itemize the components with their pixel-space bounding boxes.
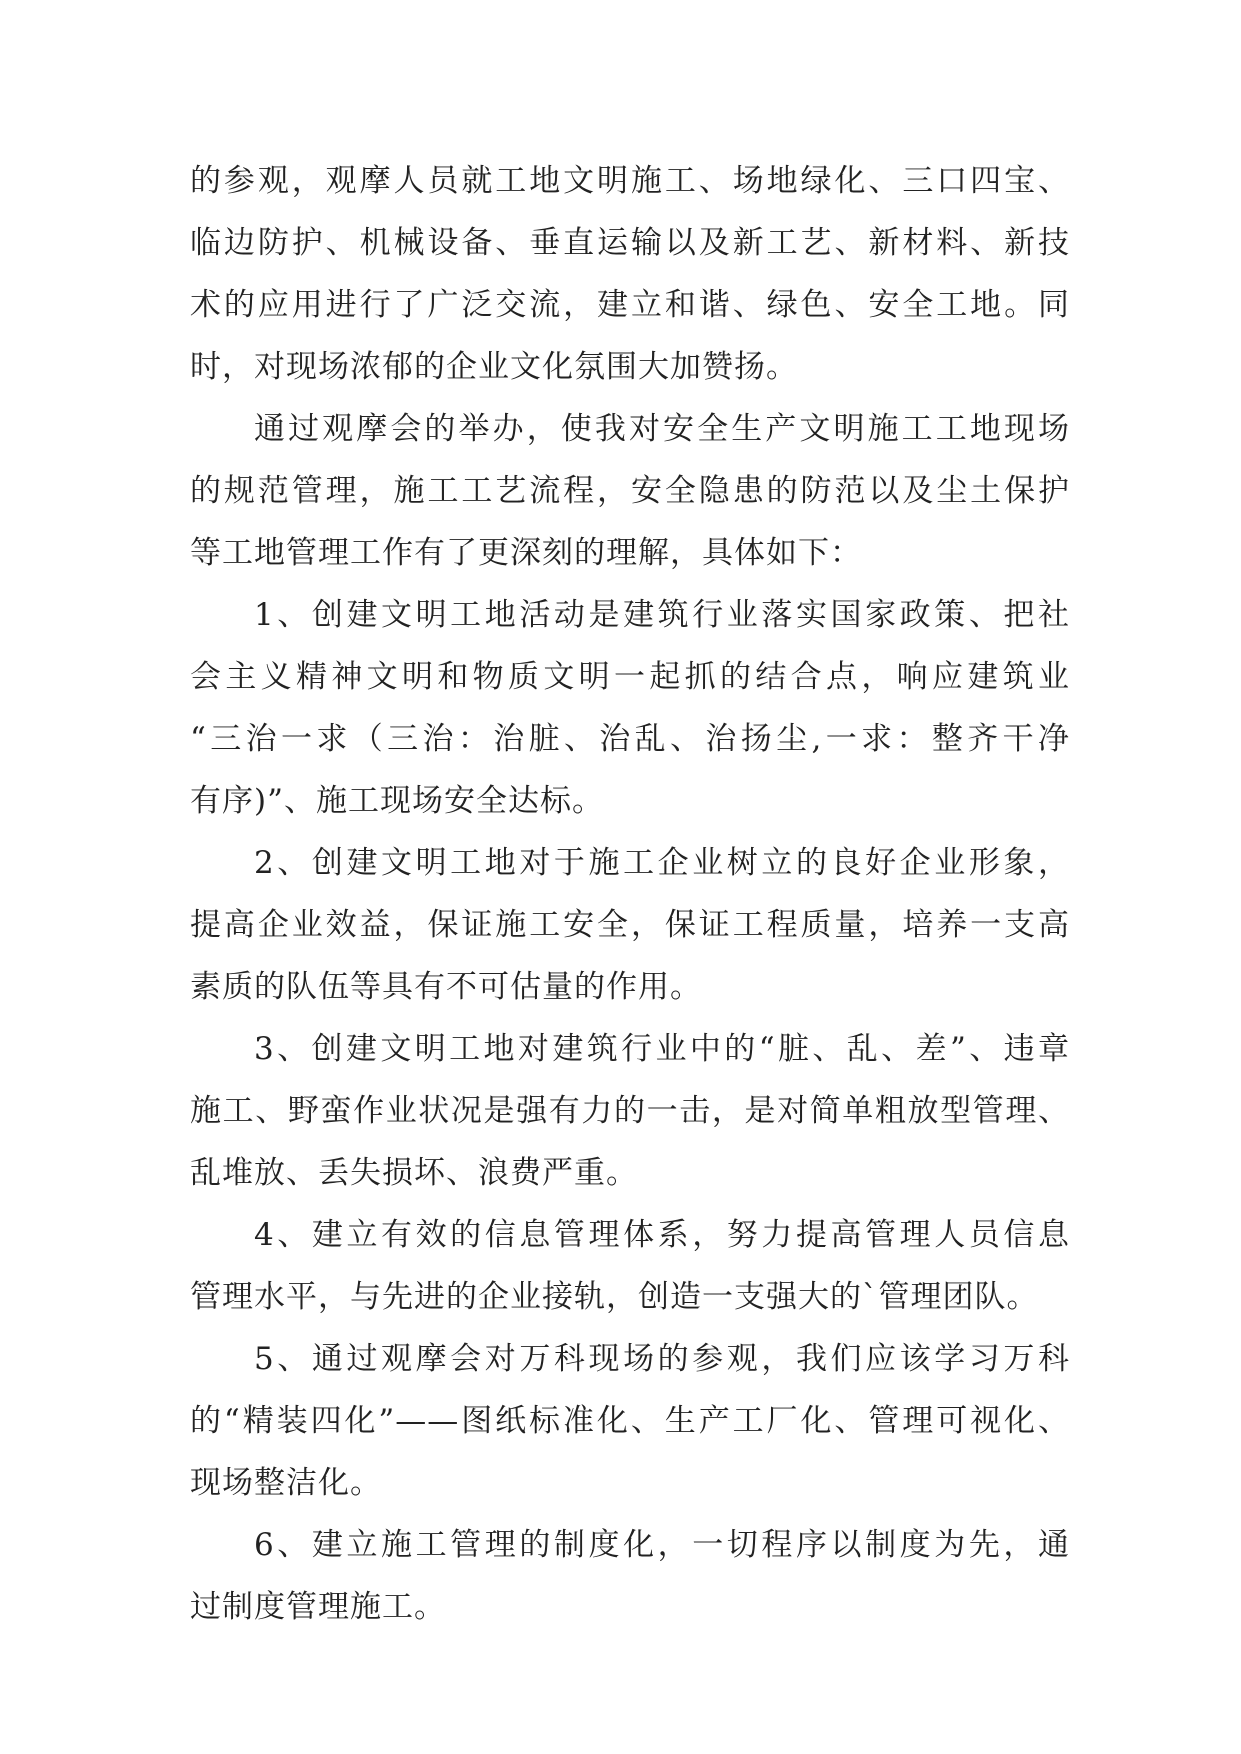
text-line: 5、通过观摩会对万科现场的参观，我们应该学习万科 xyxy=(254,1341,1070,1377)
text-line: 1、创建文明工地活动是建筑行业落实国家政策、把社 xyxy=(254,597,1070,633)
text-line: 的规范管理，施工工艺流程，安全隐患的防范以及尘土保护 xyxy=(190,473,1070,509)
text-line: 等工地管理工作有了更深刻的理解，具体如下： xyxy=(190,535,862,571)
text-line: 术的应用进行了广泛交流，建立和谐、绿色、安全工地。同 xyxy=(190,287,1070,323)
document-body xyxy=(190,150,1070,1638)
text-line: 管理水平，与先进的企业接轨，创造一支强大的`管理团队。 xyxy=(190,1279,1039,1315)
text-line: 4、建立有效的信息管理体系，努力提高管理人员信息 xyxy=(254,1217,1070,1253)
text-line: 的参观，观摩人员就工地文明施工、场地绿化、三口四宝、 xyxy=(190,163,1070,199)
text-line: 通过观摩会的举办，使我对安全生产文明施工工地现场 xyxy=(254,411,1070,447)
text-line: 会主义精神文明和物质文明一起抓的结合点，响应建筑业 xyxy=(190,659,1070,695)
text-line: 乱堆放、丢失损坏、浪费严重。 xyxy=(190,1155,638,1191)
text-line: 3、创建文明工地对建筑行业中的“脏、乱、差”、违章 xyxy=(254,1031,1070,1067)
text-line: 的“精装四化”——图纸标准化、生产工厂化、管理可视化、 xyxy=(190,1403,1070,1439)
text-line: 临边防护、机械设备、垂直运输以及新工艺、新材料、新技 xyxy=(190,225,1070,261)
text-line: 提高企业效益，保证施工安全，保证工程质量，培养一支高 xyxy=(190,907,1070,943)
text-line: 有序)”、施工现场安全达标。 xyxy=(190,783,604,819)
text-line: 6、建立施工管理的制度化，一切程序以制度为先，通 xyxy=(254,1527,1070,1563)
text-line: 2、创建文明工地对于施工企业树立的良好企业形象， xyxy=(254,845,1070,881)
text-line: 时，对现场浓郁的企业文化氛围大加赞扬。 xyxy=(190,349,798,385)
text-line: 过制度管理施工。 xyxy=(190,1589,446,1625)
text-line: 现场整洁化。 xyxy=(190,1465,382,1501)
text-line: “三治一求（三治：治脏、治乱、治扬尘,一求：整齐干净 xyxy=(190,721,1070,757)
text-line: 施工、野蛮作业状况是强有力的一击，是对简单粗放型管理、 xyxy=(190,1093,1070,1129)
text-line: 素质的队伍等具有不可估量的作用。 xyxy=(190,969,702,1005)
